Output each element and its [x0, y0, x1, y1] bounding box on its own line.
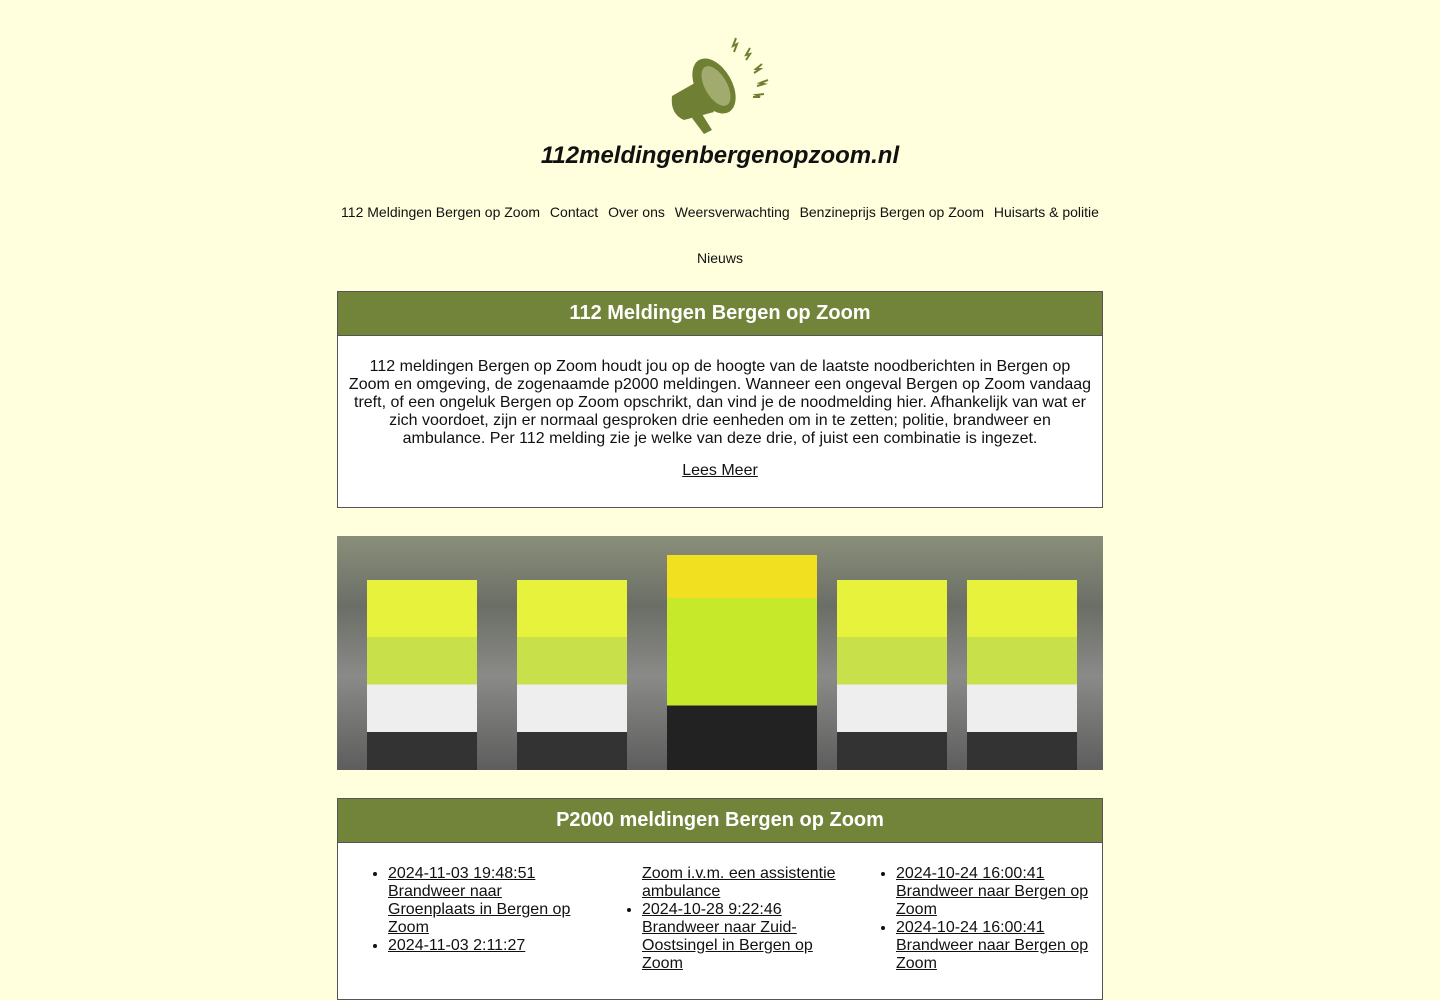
melding-item	[388, 937, 592, 955]
intro-text: 112 meldingen Bergen op Zoom houdt jou op de hoogte van de laatste noodberichten in Bergen op Zoom en omgeving, de zogenaamde p2000 meldingen. Wanneer een ongeval Bergen op Zoom vandaag treft, of een ongeluk Bergen op Zoom opschrikt, dan vind je de noodmelding hier. Afhankelijk van wat er zich voordoet, zijn er normaal gesproken drie eenheden om in te zetten; politie, brandweer en ambulance. Per 112 melding zie je welke van deze drie, of juist een combinatie is ingezet.	[348, 358, 1092, 447]
melding-item	[896, 919, 1100, 973]
melding-column-1	[338, 865, 592, 973]
p2000-title: P2000 meldingen Bergen op Zoom	[338, 799, 1102, 843]
main-nav	[0, 204, 1440, 220]
secondary-nav	[0, 250, 1440, 266]
melding-item	[896, 865, 1100, 919]
melding-item	[388, 865, 592, 937]
police-motorcycles-photo	[337, 536, 1103, 770]
p2000-box	[337, 798, 1103, 1000]
nav-over-ons[interactable]: Over ons	[608, 204, 665, 220]
megaphone-logo	[664, 34, 776, 138]
site-title: 112meldingenbergenopzoom.nl	[540, 142, 900, 169]
nav-home[interactable]: 112 Meldingen Bergen op Zoom	[341, 204, 541, 220]
intro-box	[337, 291, 1103, 508]
nav-nieuws[interactable]: Nieuws	[697, 250, 743, 266]
intro-title: 112 Meldingen Bergen op Zoom	[338, 292, 1102, 336]
nav-contact[interactable]: Contact	[549, 204, 599, 220]
melding-item	[642, 901, 846, 973]
melding-column-3	[846, 865, 1100, 973]
melding-link[interactable]: 2024-10-24 16:00:41 Brandweer naar Bergen op Zoom	[896, 919, 1089, 972]
melding-link[interactable]: 2024-10-24 16:00:41 Brandweer naar Bergen op Zoom	[896, 865, 1089, 918]
melding-column-2	[592, 865, 846, 973]
melding-link[interactable]: 2024-11-03 19:48:51 Brandweer naar Groenplaats in Bergen op Zoom	[388, 865, 571, 936]
nav-weersverwachting[interactable]: Weersverwachting	[674, 204, 790, 220]
read-more-link[interactable]: Lees Meer	[682, 462, 758, 479]
nav-huisarts-politie[interactable]: Huisarts & politie	[993, 204, 1099, 220]
nav-benzineprijs[interactable]: Benzineprijs Bergen op Zoom	[799, 204, 984, 220]
melding-link[interactable]: 2024-11-03 2:11:27	[388, 937, 526, 954]
melding-link[interactable]: Zoom i.v.m. een assistentie ambulance	[642, 865, 836, 900]
melding-link[interactable]: 2024-10-28 9:22:46 Brandweer naar Zuid-Oostsingel in Bergen op Zoom	[642, 901, 813, 972]
